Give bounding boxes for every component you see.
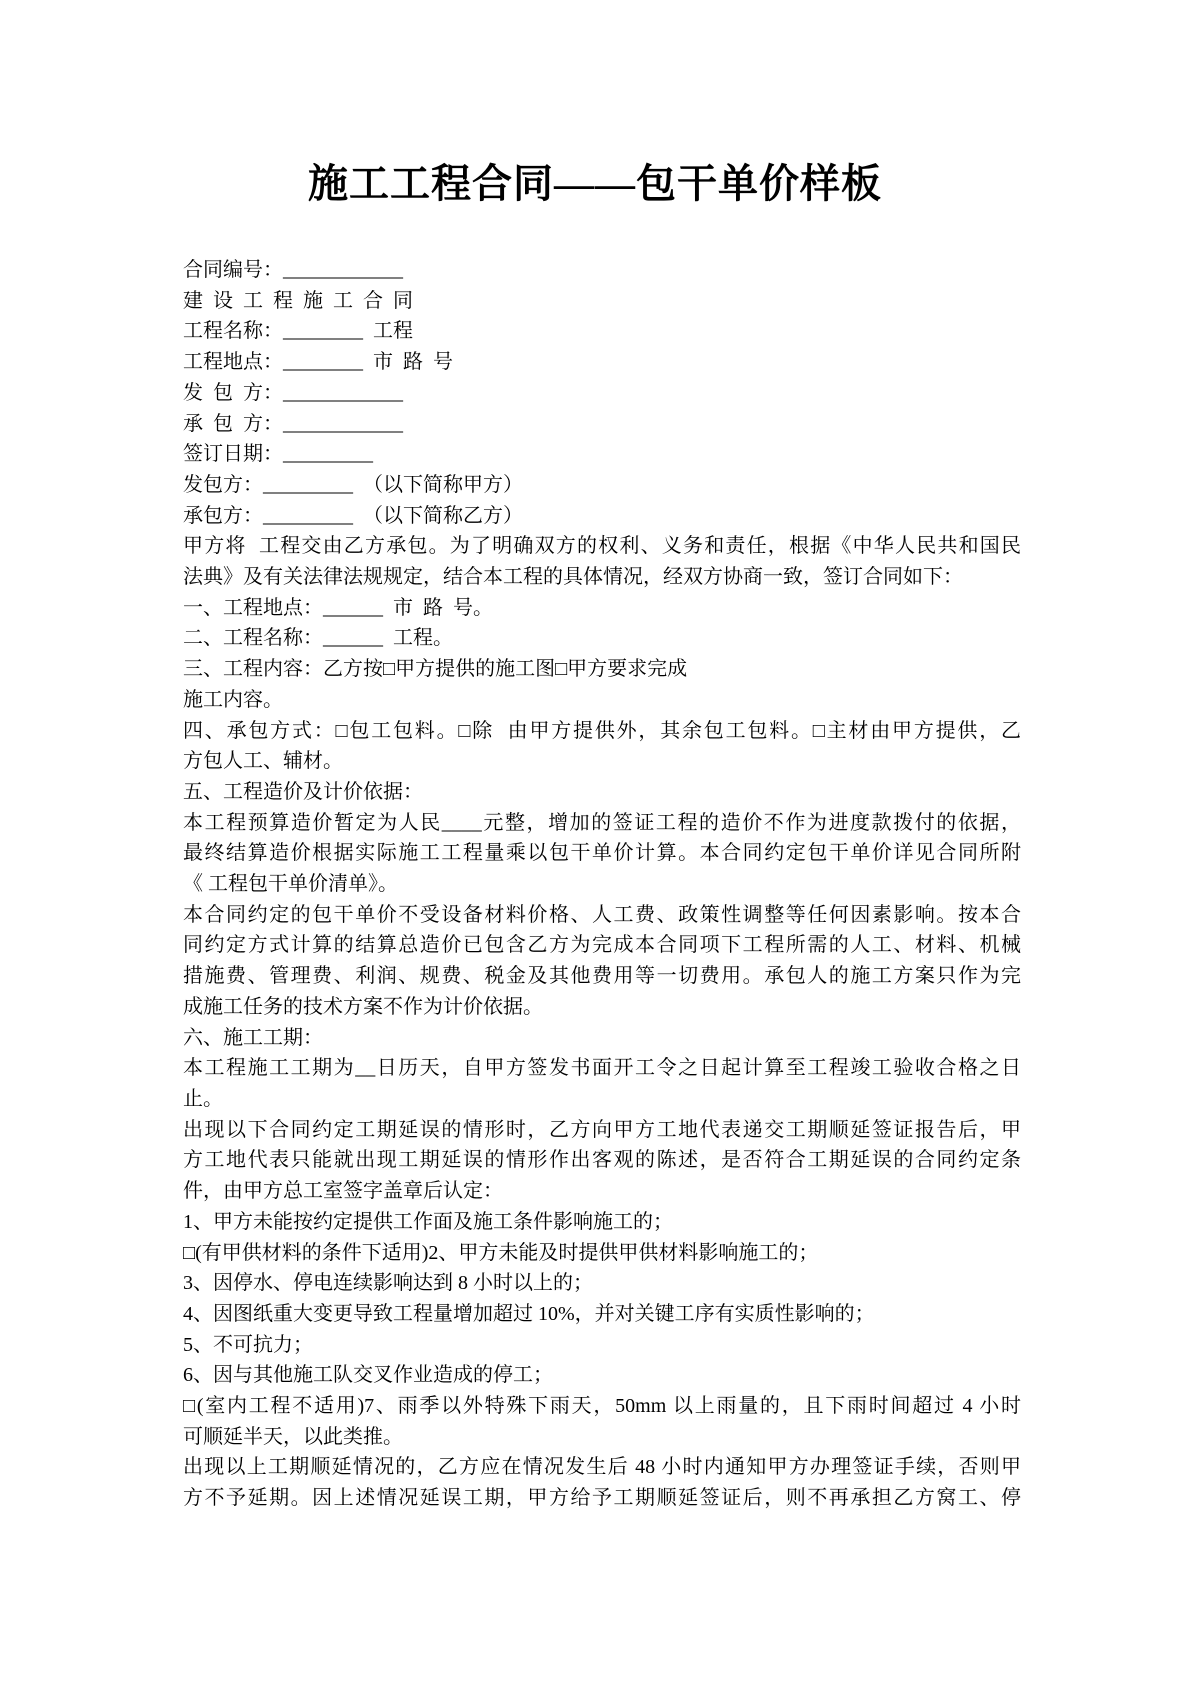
document-line: 6、因与其他施工队交叉作业造成的停工； xyxy=(183,1364,553,1387)
document-line: 合同编号：____________ xyxy=(183,259,403,281)
document-line: 方不予延期。因上述情况延误工期，甲方给予工期顺延签证后，则不再承担乙方窝工、停 xyxy=(183,1487,1021,1510)
document-line: 甲方将 工程交由乙方承包。为了明确双方的权利、义务和责任，根据《中华人民共和国民 xyxy=(183,535,1021,558)
document-line: 施工内容。 xyxy=(183,688,283,711)
document-line: 方包人工、辅材。 xyxy=(183,750,343,773)
document-line: 签订日期：_________ xyxy=(183,443,373,466)
document-line: 建 设 工 程 施 工 合 同 xyxy=(183,289,413,312)
document-line: 一、工程地点：______ 市 路 号。 xyxy=(183,596,493,619)
document-line: 工程名称：________ 工程 xyxy=(183,320,413,343)
document-line: 法典》及有关法律法规规定，结合本工程的具体情况，经双方协商一致，签订合同如下： xyxy=(183,566,963,589)
document-line: □(室内工程不适用)7、雨季以外特殊下雨天，50mm 以上雨量的，且下雨时间超过 4 小时 xyxy=(183,1395,1021,1418)
document-line: 1、甲方未能按约定提供工作面及施工条件影响施工的； xyxy=(183,1210,673,1233)
document-line: 本工程施工工期为__日历天，自甲方签发书面开工令之日起计算至工程竣工验收合格之日 xyxy=(183,1057,1021,1080)
document-line: 3、因停水、停电连续影响达到 8 小时以上的； xyxy=(183,1272,593,1295)
document-line: 最终结算造价根据实际施工工程量乘以包干单价计算。本合同约定包干单价详见合同所附 xyxy=(183,842,1021,865)
document-line: 四、承包方式：□包工包料。□除 由甲方提供外，其余包工包料。□主材由甲方提供，乙 xyxy=(183,719,1021,742)
document-line: 止。 xyxy=(183,1087,223,1110)
document-line: 发 包 方：____________ xyxy=(183,381,403,404)
document-line: 发包方：_________ （以下简称甲方） xyxy=(183,473,523,496)
document-line: 同约定方式计算的结算总造价已包含乙方为完成本合同项下工程所需的人工、材料、机械 xyxy=(183,934,1021,957)
document-line: 4、因图纸重大变更导致工程量增加超过 10%，并对关键工序有实质性影响的； xyxy=(183,1302,875,1325)
document-line: 二、工程名称：______ 工程。 xyxy=(183,627,453,650)
document-title: 施工工程合同——包干单价样板 xyxy=(308,161,882,206)
document-line: 成施工任务的技术方案不作为计价依据。 xyxy=(183,995,543,1018)
document-body xyxy=(183,255,1021,1514)
document-line: 出现以下合同约定工期延误的情形时，乙方向甲方工地代表递交工期顺延签证报告后，甲 xyxy=(183,1118,1021,1141)
document-line: 六、施工工期： xyxy=(183,1026,323,1049)
document-line: 5、不可抗力； xyxy=(183,1333,313,1356)
document-line: 件，由甲方总工室签字盖章后认定： xyxy=(183,1180,503,1203)
document-line: 五、工程造价及计价依据： xyxy=(183,780,423,803)
document-line: 承包方：_________ （以下简称乙方） xyxy=(183,504,523,527)
document-line: 三、工程内容：乙方按□甲方提供的施工图□甲方要求完成 xyxy=(183,658,688,681)
document-line: 本合同约定的包干单价不受设备材料价格、人工费、政策性调整等任何因素影响。按本合 xyxy=(183,903,1021,926)
document-line: 工程地点：________ 市 路 号 xyxy=(183,351,453,374)
document-line: 方工地代表只能就出现工期延误的情形作出客观的陈述，是否符合工期延误的合同约定条 xyxy=(183,1149,1021,1172)
document-line: 措施费、管理费、利润、规费、税金及其他费用等一切费用。承包人的施工方案只作为完 xyxy=(183,965,1021,988)
document-line: □(有甲供材料的条件下适用)2、甲方未能及时提供甲供材料影响施工的； xyxy=(183,1241,819,1264)
document-line: 出现以上工期顺延情况的，乙方应在情况发生后 48 小时内通知甲方办理签证手续，否则甲 xyxy=(183,1456,1021,1479)
document-line: 可顺延半天，以此类推。 xyxy=(183,1425,403,1448)
document-line: 承 包 方：____________ xyxy=(183,412,403,435)
document-line: 本工程预算造价暂定为人民____元整，增加的签证工程的造价不作为进度款拨付的依据， xyxy=(183,811,1021,834)
document-line: 《 工程包干单价清单》。 xyxy=(183,873,398,896)
